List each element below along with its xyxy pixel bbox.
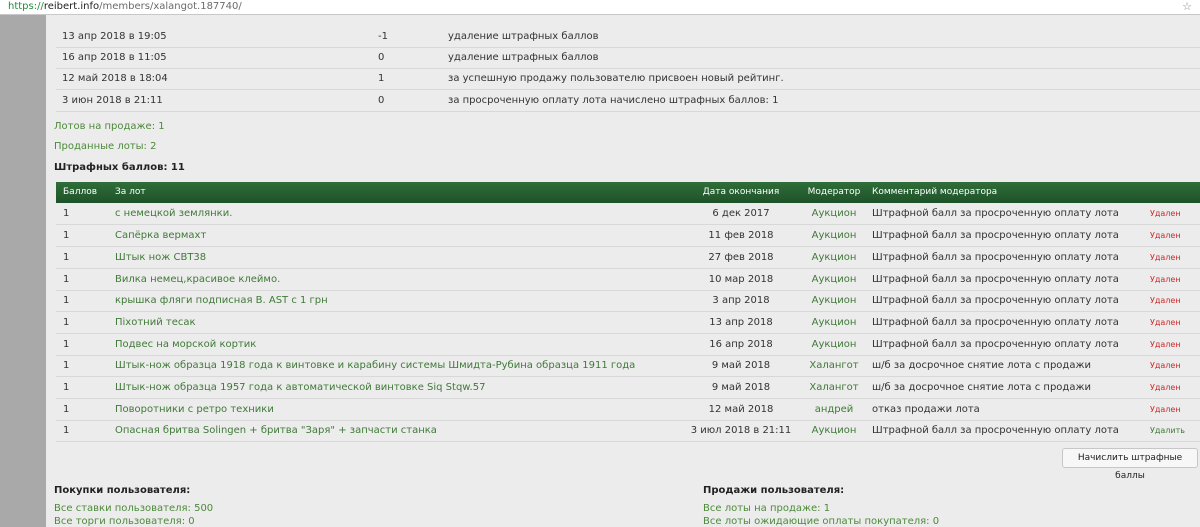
ledger-row [56,26,1200,48]
url-scheme: https:// [8,1,44,12]
awaiting-payment-link[interactable]: Все лоты ожидающие оплаты покупателя: 0 [703,516,940,527]
row-end-date: 12 май 2018 [708,404,774,415]
table-row [56,312,1200,334]
table-row [56,334,1200,356]
row-status-removed: Удален [1150,405,1181,414]
table-row [56,290,1200,312]
row-end-date: 11 фев 2018 [708,230,774,241]
ledger-points: 1 [378,73,385,84]
row-points: 1 [63,382,70,393]
row-points: 1 [63,339,70,350]
all-bids-link[interactable]: Все ставки пользователя: 500 [54,503,214,514]
all-on-sale-link[interactable]: Все лоты на продаже: 1 [703,503,831,514]
row-moderator-link[interactable]: Аукцион [811,317,857,328]
table-row [56,355,1200,377]
row-lot-link[interactable]: Штык-нож образца 1918 года к винтовке и карабину системы Шмидта-Рубина образца 1911 года [115,360,636,371]
ledger-reason: за успешную продажу пользователю присвоен новый рейтинг. [448,73,784,84]
row-end-date: 3 апр 2018 [712,295,770,306]
ledger-row [56,47,1200,69]
row-comment: ш/б за досрочное снятие лота с продажи [872,382,1091,393]
table-row [56,377,1200,399]
ledger-points: 0 [378,52,385,63]
row-lot-link[interactable]: Подвес на морской кортик [115,339,257,350]
ledger-reason: удаление штрафных баллов [448,52,599,63]
row-status-removed: Удален [1150,340,1181,349]
row-comment: Штрафной балл за просроченную оплату лота [872,295,1119,306]
col-moderator: Модератор [807,187,861,197]
lots-on-sale-link[interactable]: Лотов на продаже: 1 [54,121,165,132]
row-end-date: 16 апр 2018 [709,339,773,350]
row-points: 1 [63,425,70,436]
ledger-row [56,90,1200,112]
ledger-date: 12 май 2018 в 18:04 [62,73,168,84]
url-text[interactable] [8,0,242,14]
row-moderator-link[interactable]: Аукцион [811,252,857,263]
row-points: 1 [63,360,70,371]
row-status-removed: Удален [1150,209,1181,218]
profile-content [46,15,1200,527]
row-lot-link[interactable]: Сапёрка вермахт [115,230,207,241]
ledger-date: 3 июн 2018 в 21:11 [62,95,163,106]
row-lot-link[interactable]: с немецкой землянки. [115,208,233,219]
row-status-removed: Удален [1150,253,1181,262]
row-lot-link[interactable]: крышка фляги подписная B. AST с 1 грн [115,295,328,306]
row-status-removed: Удален [1150,383,1181,392]
table-row [56,269,1200,291]
row-comment: Штрафной балл за просроченную оплату лота [872,425,1119,436]
penalty-table-header [56,182,1200,203]
user-sales-title: Продажи пользователя: [703,485,845,496]
row-lot-link[interactable]: Поворотники с ретро техники [115,404,274,415]
row-lot-link[interactable]: Штык нож СВТ38 [115,252,207,263]
row-end-date: 3 июл 2018 в 21:11 [690,425,792,436]
ledger-date: 16 апр 2018 в 11:05 [62,52,167,63]
row-end-date: 9 май 2018 [711,360,771,371]
ledger-points: 0 [378,95,385,106]
col-end-date: Дата окончания [702,187,780,197]
row-lot-link[interactable]: Піхотний тесак [115,317,196,328]
col-lot: За лот [115,187,146,197]
sold-lots-link[interactable]: Проданные лоты: 2 [54,141,157,152]
row-comment: ш/б за досрочное снятие лота с продажи [872,360,1091,371]
row-comment: Штрафной балл за просроченную оплату лота [872,230,1119,241]
row-moderator-link[interactable]: Аукцион [811,274,857,285]
table-row [56,247,1200,269]
user-purchases-title: Покупки пользователя: [54,485,191,496]
row-moderator-link[interactable]: Аукцион [811,230,857,241]
row-comment: Штрафной балл за просроченную оплату лота [872,317,1119,328]
ledger-points: -1 [378,31,388,42]
browser-address-bar[interactable] [0,0,1200,15]
row-points: 1 [63,317,70,328]
row-comment: Штрафной балл за просроченную оплату лота [872,208,1119,219]
url-path: /members/xalangot.187740/ [99,1,242,12]
url-host: reibert.info [43,1,100,12]
row-status-removed: Удален [1150,231,1181,240]
row-end-date: 13 апр 2018 [709,317,773,328]
row-comment: Штрафной балл за просроченную оплату лота [872,274,1119,285]
ledger-date: 13 апр 2018 в 19:05 [62,31,167,42]
row-end-date: 27 фев 2018 [708,252,774,263]
row-status-removed: Удален [1150,275,1181,284]
row-moderator-link[interactable]: Халангот [809,360,859,371]
ledger-row [56,68,1200,90]
table-row [56,399,1200,421]
left-sidebar-strip [0,15,46,527]
row-comment: отказ продажи лота [872,404,980,415]
row-end-date: 6 дек 2017 [712,208,770,219]
row-end-date: 10 мар 2018 [708,274,774,285]
row-moderator-link[interactable]: андрей [814,404,854,415]
col-moderator-comment: Комментарий модератора [872,187,998,197]
row-end-date: 9 май 2018 [711,382,771,393]
row-points: 1 [63,295,70,306]
row-moderator-link[interactable]: Аукцион [811,339,857,350]
table-row [56,225,1200,247]
all-auctions-link[interactable]: Все торги пользователя: 0 [54,516,195,527]
row-delete-link[interactable]: Удалить [1150,426,1185,435]
row-moderator-link[interactable]: Халангот [809,382,859,393]
row-moderator-link[interactable]: Аукцион [811,425,857,436]
row-lot-link[interactable]: Вилка немец,красивое клеймо. [115,274,281,285]
row-points: 1 [63,404,70,415]
row-points: 1 [63,230,70,241]
table-row [56,203,1200,225]
row-moderator-link[interactable]: Аукцион [811,208,857,219]
table-row [56,420,1200,442]
row-comment: Штрафной балл за просроченную оплату лота [872,252,1119,263]
row-lot-link[interactable]: Опасная бритва Solingen + бритва "Заря" + запчасти станка [115,425,437,436]
row-points: 1 [63,274,70,285]
row-moderator-link[interactable]: Аукцион [811,295,857,306]
row-points: 1 [63,252,70,263]
penalty-points-title: Штрафных баллов: 11 [54,162,185,173]
row-status-removed: Удален [1150,361,1181,370]
ledger-reason: за просроченную оплату лота начислено штрафных баллов: 1 [448,95,779,106]
row-lot-link[interactable]: Штык-нож образца 1957 года к автоматической винтовке Siq Stqw.57 [115,382,486,393]
row-status-removed: Удален [1150,296,1181,305]
row-comment: Штрафной балл за просроченную оплату лота [872,339,1119,350]
bookmark-star-icon[interactable]: ☆ [1182,0,1192,13]
row-status-removed: Удален [1150,318,1181,327]
row-points: 1 [63,208,70,219]
add-penalty-points-button[interactable]: Начислить штрафные баллы [1062,448,1198,468]
ledger-reason: удаление штрафных баллов [448,31,599,42]
col-points: Баллов [63,187,98,197]
